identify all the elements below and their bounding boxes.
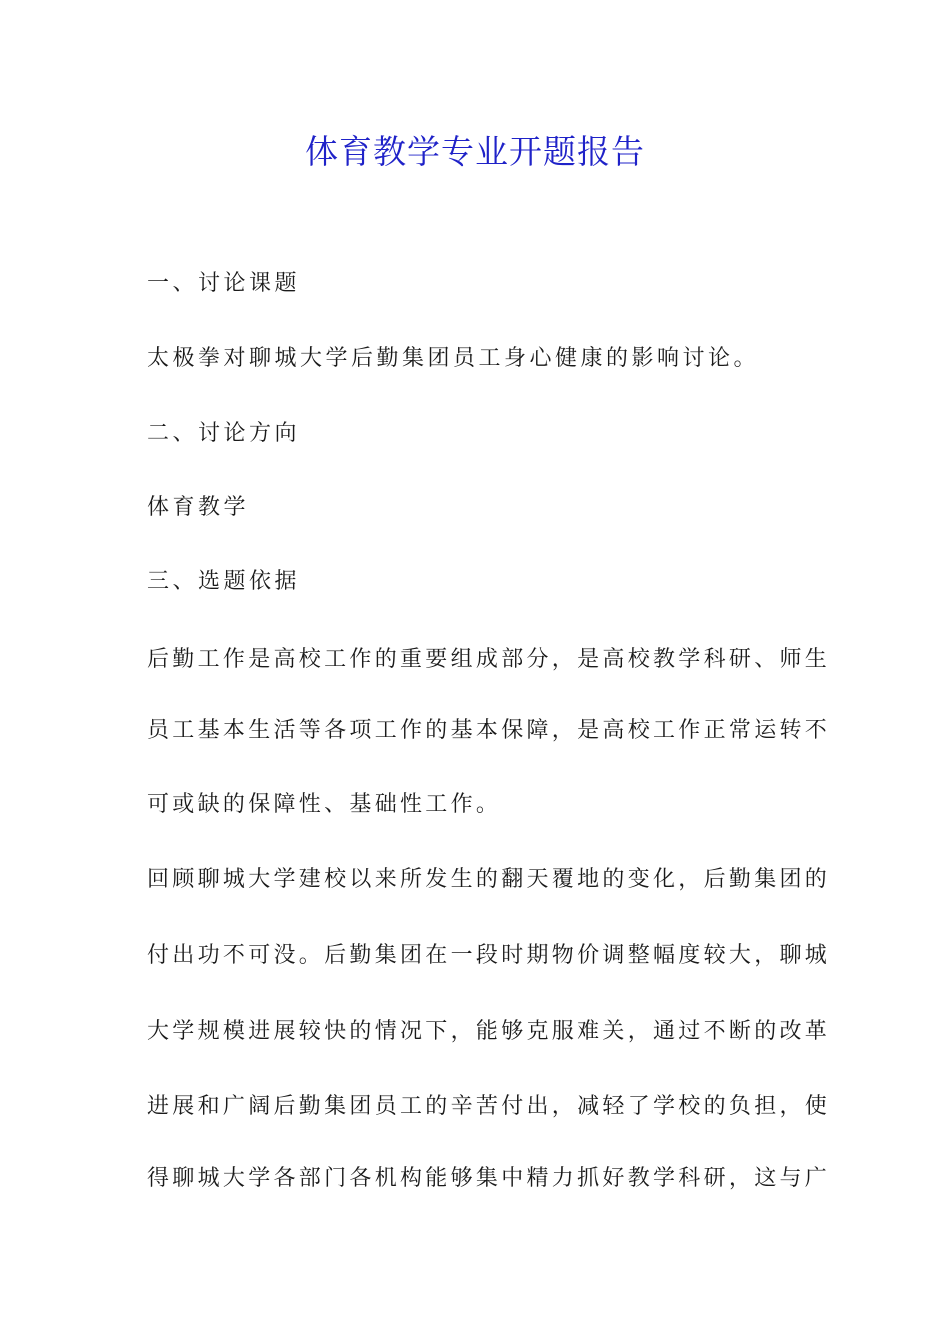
section-heading-research-topic: 一、讨论课题 <box>147 271 301 296</box>
paragraph-line: 进展和广阔后勤集团员工的辛苦付出，减轻了学校的负担，使 <box>147 1094 831 1119</box>
paragraph-line: 付出功不可没。后勤集团在一段时期物价调整幅度较大，聊城 <box>147 943 831 968</box>
section-heading-topic-basis: 三、选题依据 <box>147 569 301 594</box>
paragraph-line: 回顾聊城大学建校以来所发生的翻天覆地的变化，后勤集团的 <box>147 867 831 892</box>
section-heading-research-direction: 二、讨论方向 <box>147 421 301 446</box>
paragraph-line: 可或缺的保障性、基础性工作。 <box>147 792 502 817</box>
document-title: 体育教学专业开题报告 <box>305 132 645 171</box>
research-topic-text: 太极拳对聊城大学后勤集团员工身心健康的影响讨论。 <box>147 346 760 371</box>
research-direction-text: 体育教学 <box>147 495 250 520</box>
paragraph-line: 后勤工作是高校工作的重要组成部分，是高校教学科研、师生 <box>147 647 831 672</box>
paragraph-line: 大学规模进展较快的情况下，能够克服难关，通过不断的改革 <box>147 1019 831 1044</box>
paragraph-line: 员工基本生活等各项工作的基本保障，是高校工作正常运转不 <box>147 718 831 743</box>
paragraph-line: 得聊城大学各部门各机构能够集中精力抓好教学科研，这与广 <box>147 1166 831 1191</box>
